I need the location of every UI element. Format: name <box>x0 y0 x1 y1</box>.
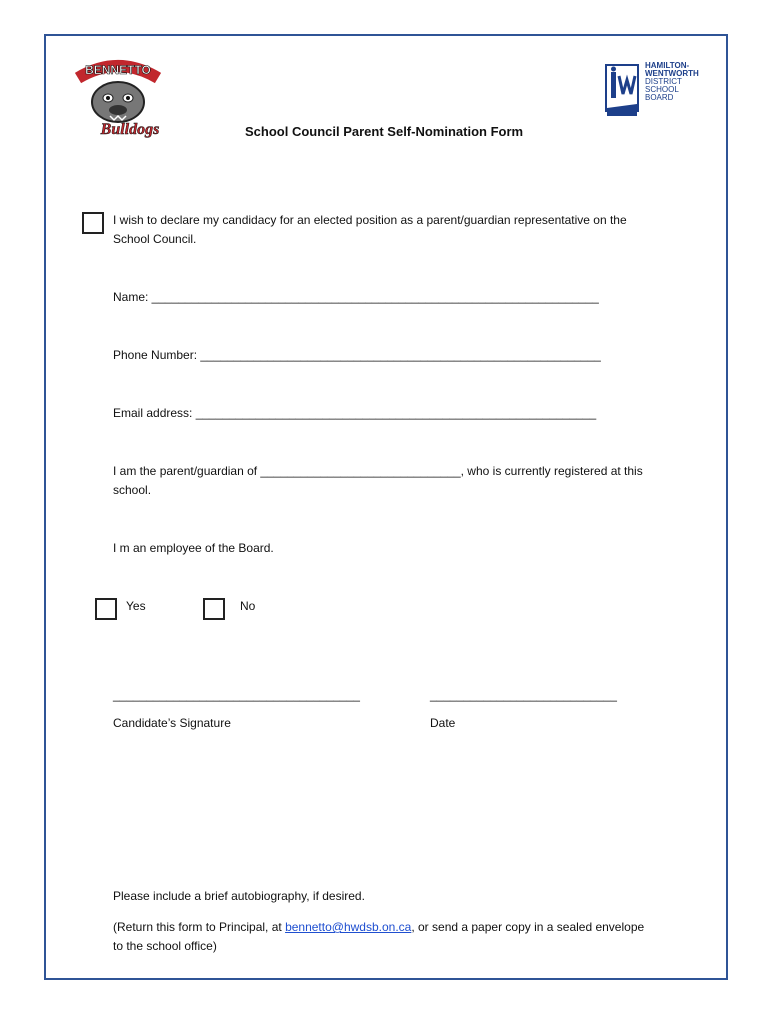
parent-of-field[interactable]: I am the parent/guardian of ______________________________, who is currently registered at this <box>113 464 643 478</box>
return-instructions-line2: to the school office) <box>113 939 217 953</box>
school-logo <box>72 56 164 140</box>
no-checkbox[interactable] <box>203 598 225 620</box>
board-name-line: HAMILTON- <box>645 61 690 70</box>
candidacy-text-line2: School Council. <box>113 232 197 246</box>
page-border <box>44 34 728 980</box>
yes-checkbox[interactable] <box>95 598 117 620</box>
employee-question: I m an employee of the Board. <box>113 541 274 555</box>
no-label: No <box>240 599 256 613</box>
board-logo-text <box>645 62 699 102</box>
signature-label: Candidate’s Signature <box>113 716 231 730</box>
school-logo-text: BENNETTO <box>85 63 151 77</box>
name-field[interactable]: Name: ___________________________________________________________________ <box>113 290 599 304</box>
board-emblem-icon <box>605 64 639 118</box>
autobiography-note: Please include a brief autobiography, if desired. <box>113 889 365 903</box>
board-name-line: WENTWORTH <box>645 69 699 78</box>
email-field[interactable]: Email address: ____________________________________________________________ <box>113 406 597 420</box>
board-name-line: BOARD <box>645 93 674 102</box>
parent-of-line2: school. <box>113 483 152 497</box>
board-name-line: SCHOOL <box>645 85 679 94</box>
return-instructions-line1 <box>113 918 644 937</box>
bulldog-logo-icon <box>72 56 164 140</box>
yes-label: Yes <box>126 599 146 613</box>
date-label: Date <box>430 716 456 730</box>
date-line[interactable]: ____________________________ <box>430 688 617 702</box>
school-logo-subtext: Bulldogs <box>100 121 160 138</box>
return-suffix: , or send a paper copy in a sealed envelope <box>411 920 645 934</box>
board-name-line: DISTRICT <box>645 77 682 86</box>
phone-field[interactable]: Phone Number: ____________________________________________________________ <box>113 348 601 362</box>
candidacy-checkbox[interactable] <box>82 212 104 234</box>
form-title: School Council Parent Self-Nomination Form <box>245 124 524 139</box>
board-logo <box>605 60 710 120</box>
return-email-link[interactable]: bennetto@hwdsb.on.ca <box>285 920 412 934</box>
candidacy-text-line1: I wish to declare my candidacy for an elected position as a parent/guardian representative on the <box>113 213 627 227</box>
signature-line[interactable]: _____________________________________ <box>113 688 360 702</box>
return-prefix: (Return this form to Principal, at <box>113 920 286 934</box>
